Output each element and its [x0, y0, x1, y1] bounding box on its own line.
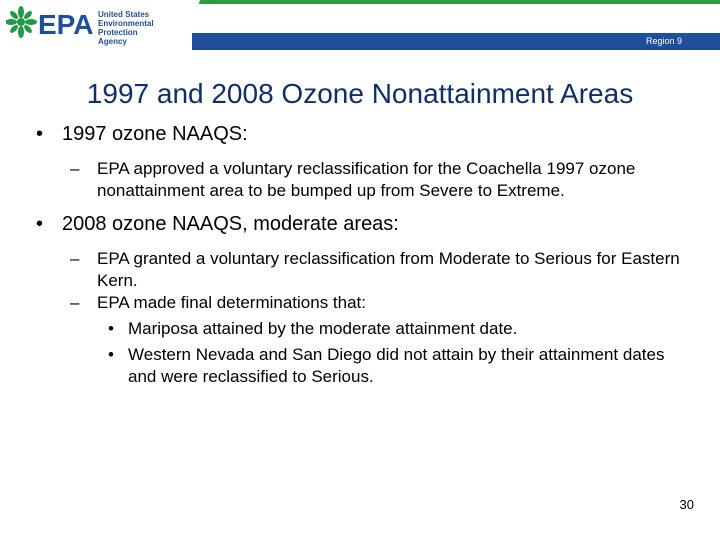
epa-logo: [6, 4, 186, 46]
bullet-text: 1997 ozone NAAQS:: [62, 123, 248, 145]
dash-marker: –: [70, 249, 80, 268]
bullet-level2: [36, 292, 696, 314]
bullet-marker: •: [36, 123, 44, 145]
epa-wordmark: EPA: [38, 9, 94, 40]
bullet-level3: [36, 344, 696, 388]
slide-body: [36, 122, 696, 388]
slide-header: [0, 0, 720, 50]
bullet-level1: [36, 122, 696, 146]
epa-flower-icon: [6, 4, 96, 40]
bullet-level2: [36, 158, 696, 202]
bullet-text: Mariposa attained by the moderate attainment date.: [128, 319, 518, 338]
bullet-text: Western Nevada and San Diego did not attain by their attainment dates and were reclassified to Serious.: [128, 345, 665, 386]
logo-slant: [184, 0, 200, 50]
bullet-level2: [36, 248, 696, 292]
page-number: 30: [679, 497, 694, 512]
dash-marker: –: [70, 159, 80, 178]
bullet-text: 2008 ozone NAAQS, moderate areas:: [62, 213, 399, 235]
bullet-text: EPA approved a voluntary reclassification for the Coachella 1997 ozone nonattainment area to be bumped up from Severe to Extreme.: [97, 159, 636, 200]
bullet-marker: •: [108, 319, 114, 338]
bullet-level3: [36, 318, 696, 340]
slide-title: 1997 and 2008 Ozone Nonattainment Areas: [86, 78, 634, 109]
dash-marker: –: [70, 293, 80, 312]
region-label: Region 9: [645, 36, 682, 46]
bullet-text: EPA made final determinations that:: [97, 293, 367, 312]
bullet-marker: •: [36, 213, 44, 235]
agency-name: United States Environmental Protection Agency: [98, 10, 154, 46]
bullet-marker: •: [108, 345, 114, 364]
bullet-text: EPA granted a voluntary reclassification from Moderate to Serious for Eastern Kern.: [97, 249, 680, 290]
bullet-level1: [36, 212, 696, 236]
